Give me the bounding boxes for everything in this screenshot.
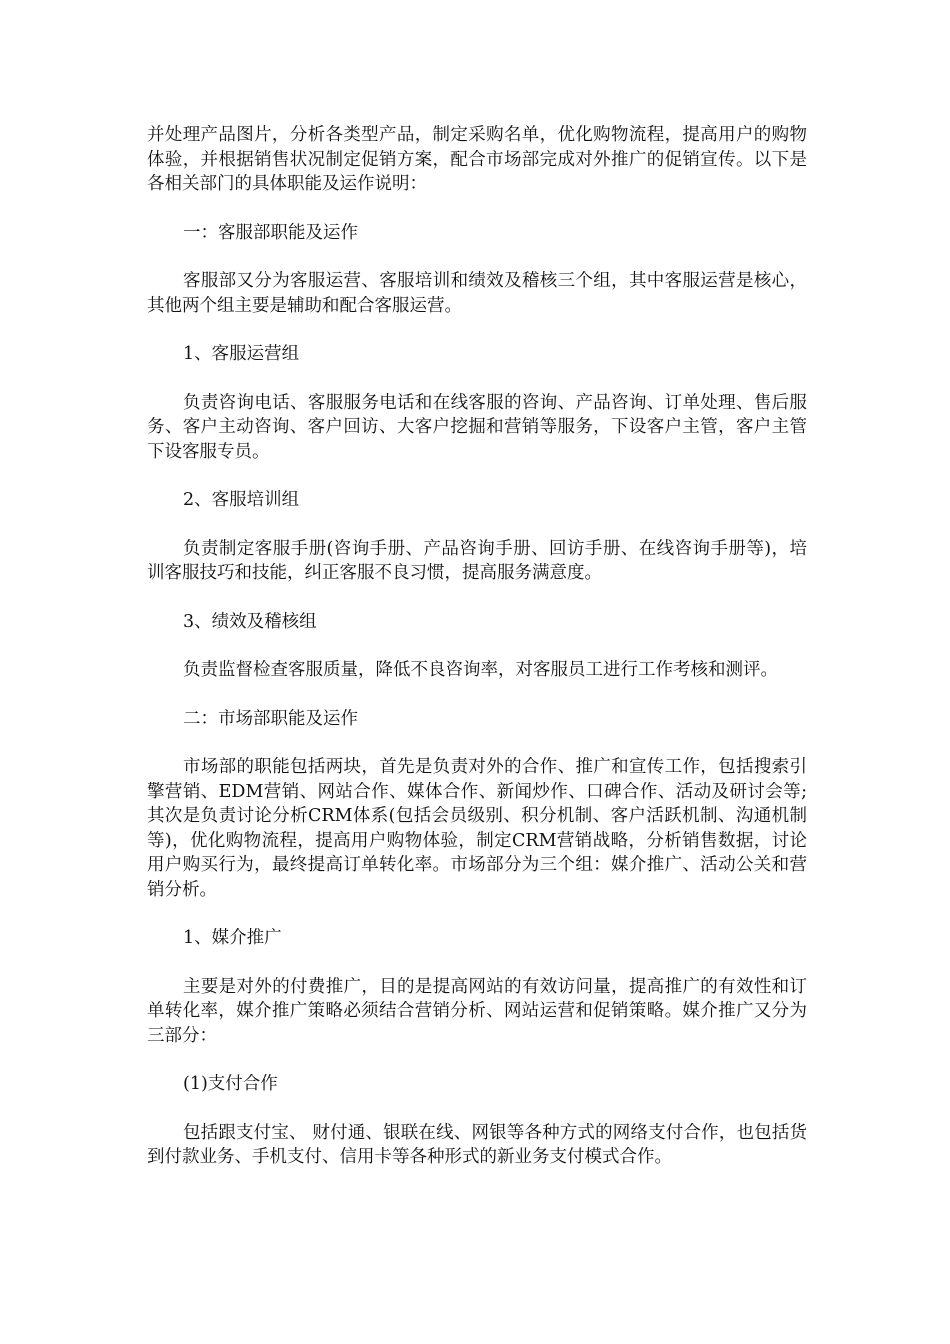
subheading-cs-operations: 1、客服运营组 — [183, 344, 300, 364]
paragraph-customer-service-overview: 客服部又分为客服运营、客服培训和绩效及稽核三个组，其中客服运营是核心，其他两个组主要是辅助和配合客服运营。 — [147, 271, 807, 316]
document-body — [147, 123, 807, 1170]
subheading-payment-cooperation: (1)支付合作 — [183, 1074, 278, 1094]
paragraph-intro: 并处理产品图片，分析各类型产品，制定采购名单，优化购物流程，提高用户的购物体验，并根据销售状况制定促销方案，配合市场部完成对外推广的促销宣传。以下是各相关部门的具体职能及运作说明： — [147, 125, 807, 194]
subheading-media-promotion: 1、媒介推广 — [183, 928, 282, 948]
paragraph-payment-cooperation: 包括跟支付宝、 财付通、银联在线、网银等各种方式的网络支付合作，也包括货到付款业务、手机支付、信用卡等各种形式的新业务支付模式合作。 — [147, 1122, 807, 1167]
subheading-cs-training: 2、客服培训组 — [183, 490, 300, 510]
paragraph-cs-operations: 负责咨询电话、客服服务电话和在线客服的咨询、产品咨询、订单处理、售后服务、客户主动咨询、客户回访、大客户挖掘和营销等服务，下设客户主管，客户主管下设客服专员。 — [147, 392, 807, 462]
paragraph-cs-training: 负责制定客服手册(咨询手册、产品咨询手册、回访手册、在线咨询手册等)，培训客服技巧和技能，纠正客服不良习惯，提高服务满意度。 — [147, 538, 807, 583]
paragraph-marketing-overview: 市场部的职能包括两块，首先是负责对外的合作、推广和宣传工作，包括搜索引擎营销、EDM营销、网站合作、媒体合作、新闻炒作、口碑合作、活动及研讨会等;其次是负责讨论分析CRM体系(包括会员级别、积分机制、客户活跃机制、沟通机制等)，优化购物流程，提高用户购物体验，制定CRM营销战略，分析销售数据，讨论用户购买行为，最终提高订单转化率。市场部分为三个组：媒介推广、活动公关和营销分析。 — [147, 757, 807, 900]
section-heading-marketing: 二：市场部职能及运作 — [183, 708, 358, 729]
section-heading-customer-service: 一：客服部职能及运作 — [183, 222, 358, 243]
subheading-cs-audit: 3、绩效及稽核组 — [183, 611, 317, 632]
paragraph-media-promotion: 主要是对外的付费推广，目的是提高网站的有效访问量，提高推广的有效性和订单转化率，媒介推广策略必须结合营销分析、网站运营和促销策略。媒介推广又分为三部分： — [147, 976, 807, 1046]
paragraph-cs-audit: 负责监督检查客服质量，降低不良咨询率，对客服员工进行工作考核和测评。 — [183, 660, 778, 680]
